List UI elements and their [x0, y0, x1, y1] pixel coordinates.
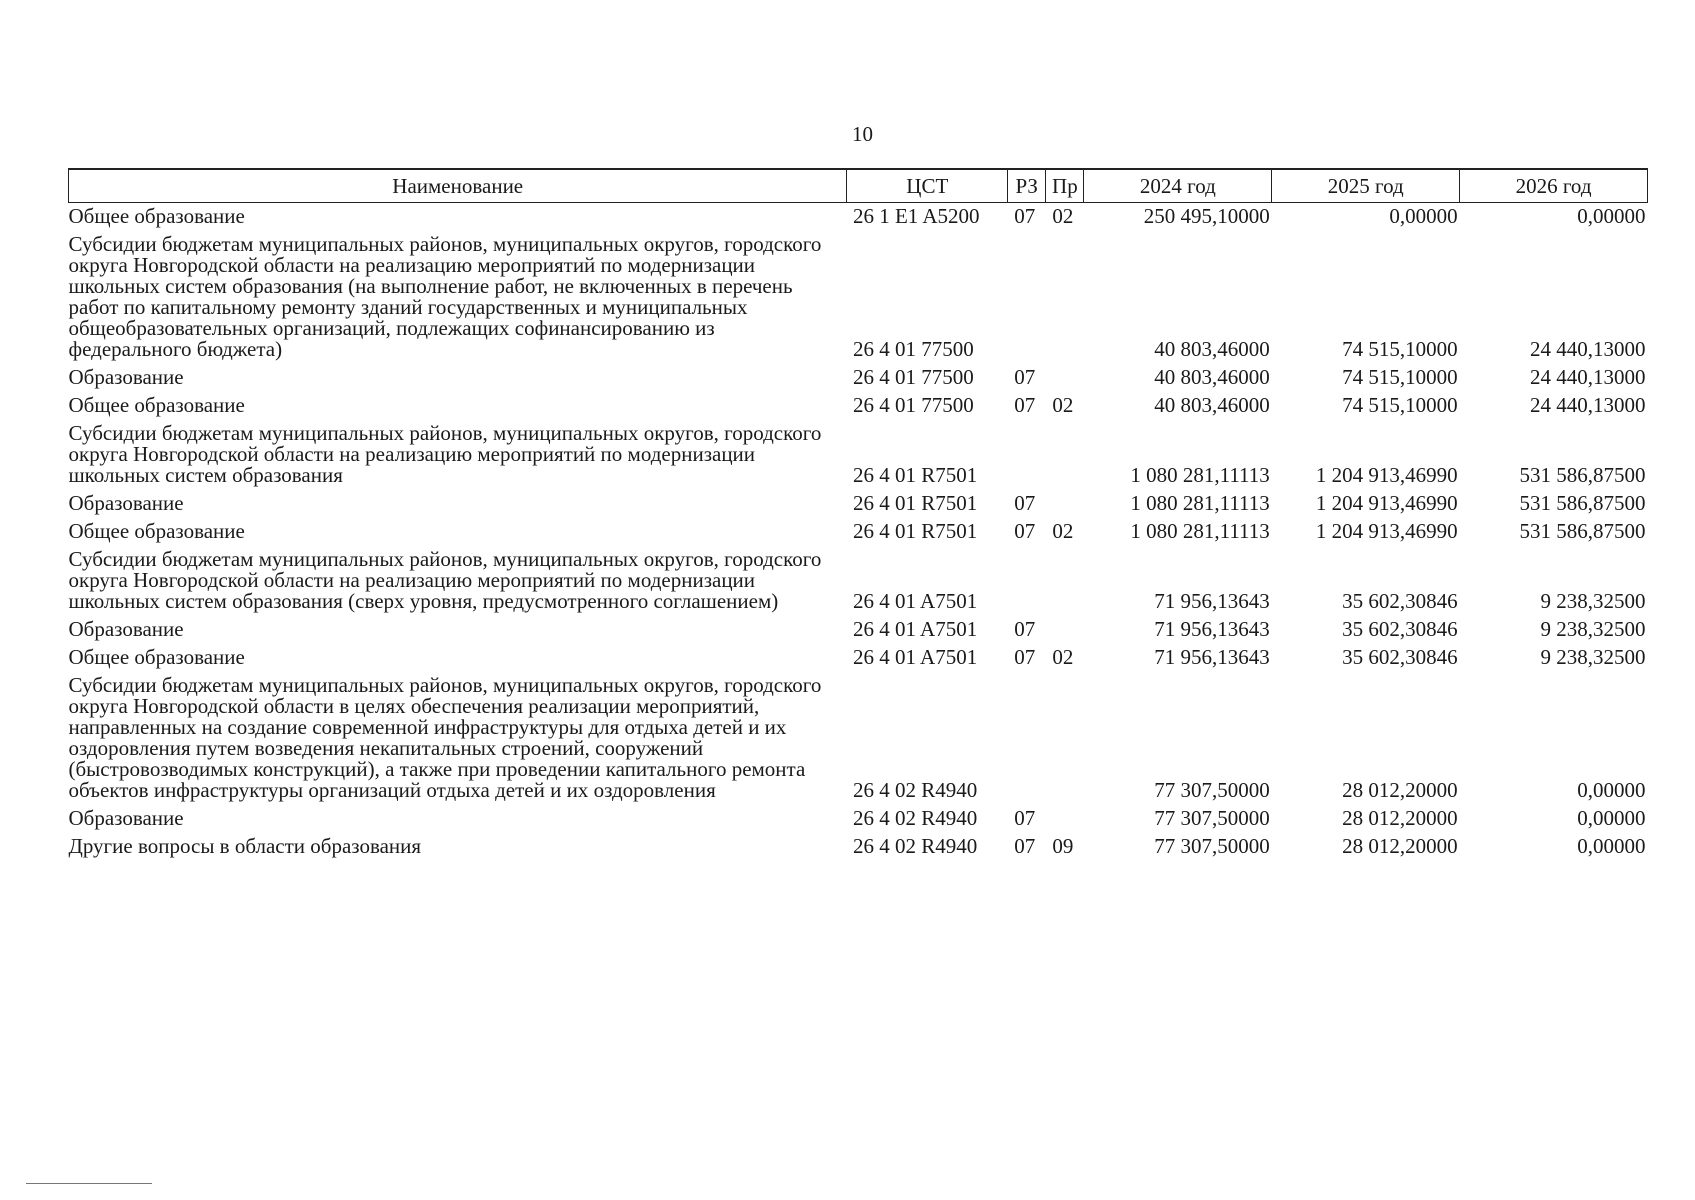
- row-rz: 07: [1014, 204, 1036, 228]
- row-2025: 28 012,20000: [1342, 806, 1458, 830]
- row-cst: 26 4 01 A7501: [852, 617, 978, 641]
- row-2025: 1 204 913,46990: [1315, 519, 1458, 543]
- row-pr: [1046, 420, 1084, 490]
- row-rz: 07: [1014, 806, 1036, 830]
- row-pr: [1046, 231, 1084, 364]
- row-pr: 02: [1052, 519, 1074, 543]
- row-2026: 9 238,32500: [1540, 645, 1646, 669]
- row-cst: 26 4 01 77500: [852, 365, 974, 389]
- table-row: [69, 805, 1648, 833]
- row-rz: 07: [1014, 365, 1036, 389]
- row-name: Общее образование: [68, 519, 245, 543]
- row-cst: 26 4 02 R4940: [852, 834, 978, 858]
- table-header-row: [69, 169, 1648, 203]
- row-2026: 531 586,87500: [1519, 519, 1646, 543]
- row-name: Общее образование: [68, 393, 245, 417]
- row-2026: 531 586,87500: [1519, 463, 1646, 487]
- table-row: [69, 833, 1648, 861]
- row-name: Образование: [68, 491, 184, 515]
- row-name: Образование: [68, 806, 184, 830]
- row-pr: 02: [1052, 393, 1074, 417]
- row-rz: [1008, 420, 1046, 490]
- row-2024: 40 803,46000: [1154, 365, 1270, 389]
- row-name: Субсидии бюджетам муниципальных районов, муниципальных округов, городского округа Новгородской области на реализацию мероприятий по модернизации школьных систем образования (сверх уровня, предусмотренного соглашением): [68, 547, 822, 613]
- row-2024: 77 307,50000: [1154, 834, 1270, 858]
- row-rz: 07: [1014, 393, 1036, 417]
- row-rz: 07: [1014, 519, 1036, 543]
- row-2026: 0,00000: [1577, 204, 1646, 228]
- row-2026: 0,00000: [1577, 834, 1646, 858]
- row-2026: 9 238,32500: [1540, 617, 1646, 641]
- row-2026: 0,00000: [1577, 806, 1646, 830]
- row-name: Образование: [68, 617, 184, 641]
- footer-rule: [26, 1183, 152, 1184]
- row-name: Субсидии бюджетам муниципальных районов, муниципальных округов, городского округа Новгородской области в целях обеспечения реализации мероприятий, направленных на создание современной инфраструктуры для отдыха детей и их оздоровления путем возведения некапитальных строений, сооружений (быстровозводимых конструкций), а также при проведении капитального ремонта объектов инфраструктуры организаций отдыха детей и их оздоровления: [68, 673, 822, 802]
- row-2025: 35 602,30846: [1342, 617, 1458, 641]
- page-number: 10: [852, 122, 873, 146]
- table-row: [69, 364, 1648, 392]
- table-row: [69, 392, 1648, 420]
- row-pr: [1046, 805, 1084, 833]
- row-name: Субсидии бюджетам муниципальных районов, муниципальных округов, городского округа Новгородской области на реализацию мероприятий по модернизации школьных систем образования: [68, 421, 822, 487]
- header-2025: 2025 год: [1272, 169, 1460, 203]
- row-2025: 74 515,10000: [1342, 365, 1458, 389]
- table-row: [69, 203, 1648, 232]
- row-name: Субсидии бюджетам муниципальных районов, муниципальных округов, городского округа Новгородской области на реализацию мероприятий по модернизации школьных систем образования (на выполнение работ, не включенных в перечень работ по капитальному ремонту зданий государственных и муниципальных общеобразовательных организаций, подлежащих софинансированию из федерального бюджета): [68, 232, 822, 361]
- table-row: [69, 490, 1648, 518]
- row-cst: 26 4 01 R7501: [852, 463, 978, 487]
- row-cst: 26 4 02 R4940: [852, 806, 978, 830]
- row-2024: 71 956,13643: [1154, 617, 1270, 641]
- row-rz: 07: [1014, 617, 1036, 641]
- row-2024: 71 956,13643: [1154, 645, 1270, 669]
- row-name: Общее образование: [68, 204, 245, 228]
- row-2024: 40 803,46000: [1154, 393, 1270, 417]
- header-cst: ЦСТ: [847, 169, 1008, 203]
- header-rz: РЗ: [1008, 169, 1046, 203]
- row-rz: [1008, 231, 1046, 364]
- row-pr: [1046, 364, 1084, 392]
- row-2025: 35 602,30846: [1342, 589, 1458, 613]
- row-2025: 1 204 913,46990: [1315, 463, 1458, 487]
- row-2026: 24 440,13000: [1530, 365, 1646, 389]
- row-2024: 40 803,46000: [1154, 337, 1270, 361]
- row-2024: 250 495,10000: [1143, 204, 1270, 228]
- row-2024: 71 956,13643: [1154, 589, 1270, 613]
- row-rz: 07: [1014, 645, 1036, 669]
- header-name: Наименование: [69, 169, 847, 203]
- row-cst: 26 4 01 A7501: [852, 589, 978, 613]
- row-pr: [1046, 546, 1084, 616]
- row-pr: [1046, 672, 1084, 805]
- header-2026: 2026 год: [1460, 169, 1648, 203]
- row-pr: [1046, 616, 1084, 644]
- row-2025: 74 515,10000: [1342, 393, 1458, 417]
- row-rz: [1008, 672, 1046, 805]
- row-2026: 0,00000: [1577, 778, 1646, 802]
- row-2026: 9 238,32500: [1540, 589, 1646, 613]
- row-rz: 07: [1014, 834, 1036, 858]
- header-pr: Пр: [1046, 169, 1084, 203]
- row-pr: 02: [1052, 204, 1074, 228]
- row-2025: 28 012,20000: [1342, 834, 1458, 858]
- row-cst: 26 4 01 77500: [852, 393, 974, 417]
- row-2025: 1 204 913,46990: [1315, 491, 1458, 515]
- row-pr: 09: [1052, 834, 1074, 858]
- row-cst: 26 4 01 R7501: [852, 491, 978, 515]
- row-rz: 07: [1014, 491, 1036, 515]
- table-row: [69, 546, 1648, 616]
- row-2025: 0,00000: [1389, 204, 1458, 228]
- row-2024: 77 307,50000: [1154, 778, 1270, 802]
- row-2026: 531 586,87500: [1519, 491, 1646, 515]
- row-cst: 26 4 01 77500: [852, 337, 974, 361]
- row-name: Другие вопросы в области образования: [68, 834, 422, 858]
- table-row: [69, 672, 1648, 805]
- row-name: Образование: [68, 365, 184, 389]
- table-row: [69, 616, 1648, 644]
- table-row: [69, 420, 1648, 490]
- row-rz: [1008, 546, 1046, 616]
- row-2026: 24 440,13000: [1530, 337, 1646, 361]
- table-row: [69, 518, 1648, 546]
- row-2025: 28 012,20000: [1342, 778, 1458, 802]
- row-cst: 26 4 01 R7501: [852, 519, 978, 543]
- row-name: Общее образование: [68, 645, 245, 669]
- row-2024: 1 080 281,11113: [1130, 491, 1270, 515]
- row-cst: 26 1 E1 A5200: [852, 204, 980, 228]
- row-2025: 74 515,10000: [1342, 337, 1458, 361]
- header-2024: 2024 год: [1084, 169, 1272, 203]
- table-row: [69, 231, 1648, 364]
- row-2024: 77 307,50000: [1154, 806, 1270, 830]
- budget-table: [68, 168, 1648, 861]
- row-2024: 1 080 281,11113: [1130, 463, 1270, 487]
- row-pr: 02: [1052, 645, 1074, 669]
- row-2025: 35 602,30846: [1342, 645, 1458, 669]
- row-pr: [1046, 490, 1084, 518]
- row-cst: 26 4 01 A7501: [852, 645, 978, 669]
- table-row: [69, 644, 1648, 672]
- row-2026: 24 440,13000: [1530, 393, 1646, 417]
- row-2024: 1 080 281,11113: [1130, 519, 1270, 543]
- row-cst: 26 4 02 R4940: [852, 778, 978, 802]
